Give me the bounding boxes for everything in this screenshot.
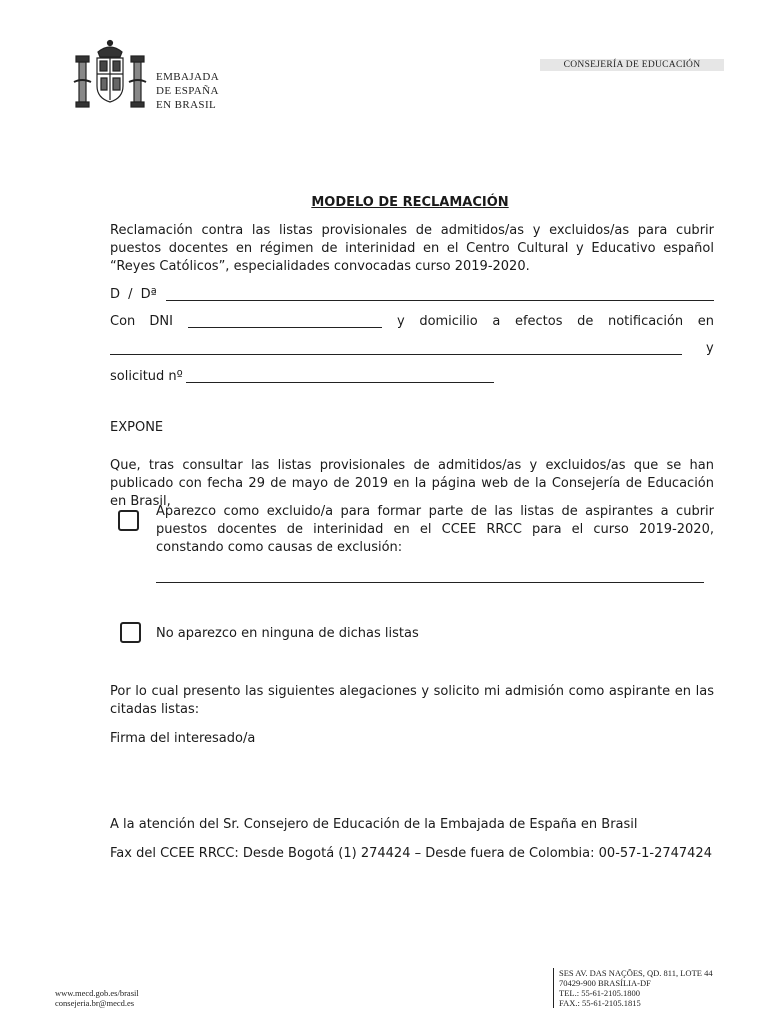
footer-address-1: SES AV. DAS NAÇÕES, QD. 811, LOTE 44 [559, 968, 713, 978]
and-label: y [706, 341, 714, 356]
name-input-line[interactable] [166, 300, 714, 301]
option-excluded-text: Aparezco como excluido/a para formar parte de las listas de aspirantes a cubrir puestos docentes de interinidad en el CCEE RRCC para el curso 2019-2020, constando como causas de exclusión: [156, 504, 714, 555]
expone-paragraph: Que, tras consultar las listas provisionales de admitidos/as y excluidos/as que se han publicado con fecha 29 de mayo de 2019 en la página web de la Consejería de Educación en Brasil, [110, 458, 714, 509]
embassy-line-2: DE ESPAÑA [156, 85, 219, 97]
excluded-checkbox[interactable] [118, 510, 139, 531]
intro-paragraph: Reclamación contra las listas provisionales de admitidos/as y excluidos/as para cubrir puestos docentes en régimen de interinidad en el Centro Cultural y Educativo español “Reyes Católicos”, especialidades convocadas curso 2019-2020. [110, 223, 714, 274]
footer-address-2: 70429-900 BRASÍLIA-DF [559, 978, 651, 988]
footer-divider [553, 968, 554, 1008]
footer-fax: FAX.: 55-61-2105.1815 [559, 998, 641, 1008]
exclusion-reasons-line[interactable] [156, 582, 704, 583]
fax-line: Fax del CCEE RRCC: Desde Bogotá (1) 274424 – Desde fuera de Colombia: 00-57-1-2747424 [110, 846, 712, 861]
footer-email: consejeria.br@mecd.es [55, 998, 135, 1008]
form-title: MODELO DE RECLAMACIÓN [311, 195, 509, 210]
option-not-listed-text: No aparezco en ninguna de dichas listas [156, 626, 419, 641]
embassy-line-1: EMBAJADA [156, 71, 220, 83]
request-label: solicitud nº [110, 369, 183, 384]
dni-label: Con DNI [110, 314, 173, 329]
department-label: CONSEJERÍA DE EDUCACIÓN [540, 59, 724, 71]
dni-input-line[interactable] [188, 327, 382, 328]
not-listed-checkbox[interactable] [120, 622, 141, 643]
allegations-paragraph: Por lo cual presento las siguientes alegaciones y solicito mi admisión como aspirante en las citadas listas: [110, 684, 714, 717]
footer-website: www.mecd.gob.es/brasil [55, 988, 139, 998]
address-input-line[interactable] [110, 354, 682, 355]
spain-coat-of-arms-icon [70, 38, 150, 112]
attention-line: A la atención del Sr. Consejero de Educación de la Embajada de España en Brasil [110, 817, 638, 832]
signature-label: Firma del interesado/a [110, 731, 256, 746]
footer-phone: TEL.: 55-61-2105.1800 [559, 988, 640, 998]
embassy-line-3: EN BRASIL [156, 99, 217, 111]
expone-heading: EXPONE [110, 420, 164, 435]
domicile-label: y domicilio a efectos de notificación en [397, 314, 714, 329]
name-label: D / Dª [110, 287, 157, 302]
request-input-line[interactable] [186, 382, 494, 383]
